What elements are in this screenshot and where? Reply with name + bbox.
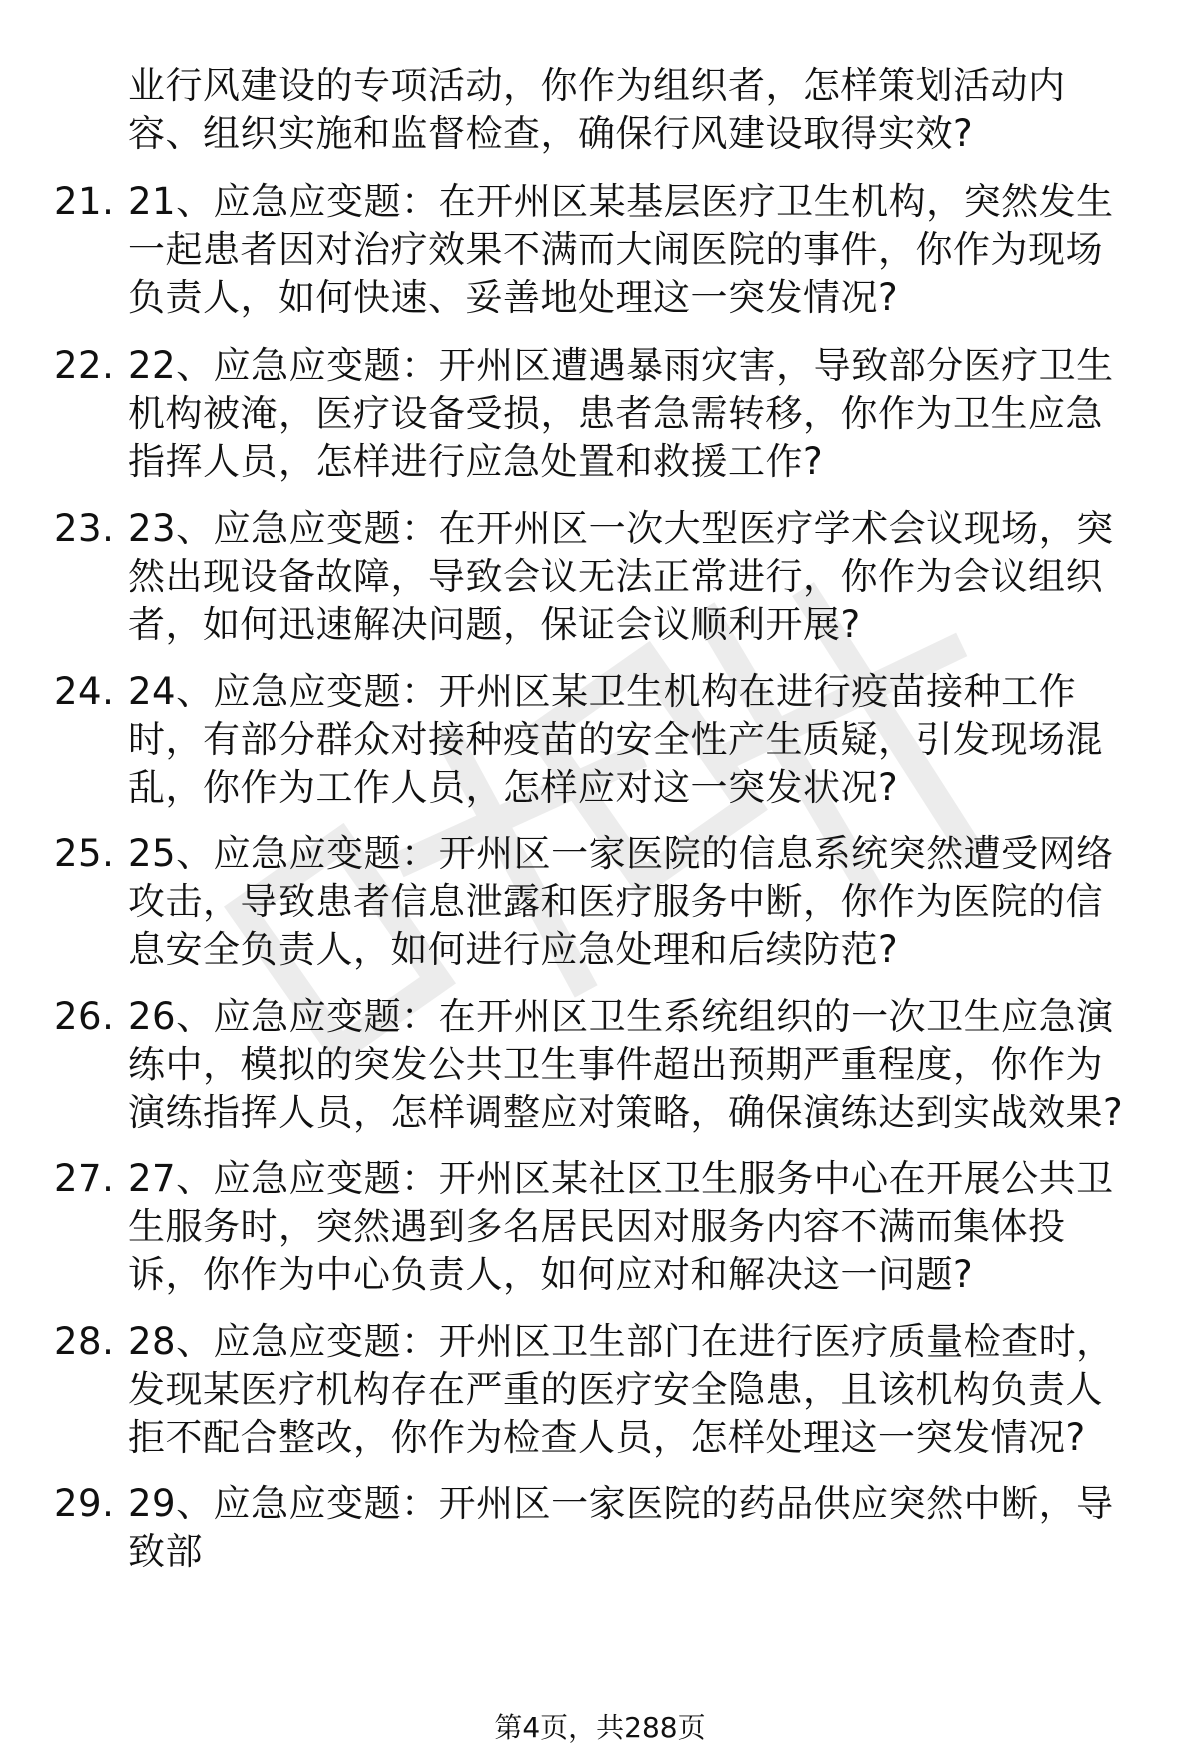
page-footer: 第4页，共288页 bbox=[494, 1711, 706, 1744]
list-item-22 bbox=[54, 342, 1144, 486]
item-text: 28、应急应变题：开州区卫生部门在进行医疗质量检查时，发现某医疗机构存在严重的医疗安全隐患，且该机构负责人拒不配合整改，你作为检查人员，怎样处理这一突发情况? bbox=[128, 1320, 1114, 1459]
item-number: 28. bbox=[54, 1320, 115, 1363]
list-item-25 bbox=[54, 830, 1144, 974]
item-text: 25、应急应变题：开州区一家医院的信息系统突然遭受网络攻击，导致患者信息泄露和医疗服务中断，你作为医院的信息安全负责人，如何进行应急处理和后续防范? bbox=[128, 832, 1114, 971]
item-text: 23、应急应变题：在开州区一次大型医疗学术会议现场，突然出现设备故障，导致会议无法正常进行，你作为会议组织者，如何迅速解决问题，保证会议顺利开展? bbox=[128, 507, 1114, 646]
item-number: 25. bbox=[54, 832, 115, 875]
list-item-23 bbox=[54, 505, 1144, 649]
item-number: 27. bbox=[54, 1157, 115, 1200]
item-text: 29、应急应变题：开州区一家医院的药品供应突然中断，导致部 bbox=[128, 1482, 1114, 1573]
list-item-24 bbox=[54, 668, 1144, 812]
item-number: 24. bbox=[54, 670, 115, 713]
item-number: 21. bbox=[54, 180, 115, 223]
item-number: 22. bbox=[54, 344, 115, 387]
item-number: 23. bbox=[54, 507, 115, 550]
item-text: 27、应急应变题：开州区某社区卫生服务中心在开展公共卫生服务时，突然遇到多名居民因对服务内容不满而集体投诉，你作为中心负责人，如何应对和解决这一问题? bbox=[128, 1157, 1114, 1296]
item-text: 21、应急应变题：在开州区某基层医疗卫生机构，突然发生一起患者因对治疗效果不满而大闹医院的事件，你作为现场负责人，如何快速、妥善地处理这一突发情况? bbox=[128, 180, 1114, 319]
list-item-21 bbox=[54, 178, 1144, 322]
item-text: 24、应急应变题：开州区某卫生机构在进行疫苗接种工作时，有部分群众对接种疫苗的安全性产生质疑，引发现场混乱，你作为工作人员，怎样应对这一突发状况? bbox=[128, 670, 1103, 809]
list-item-26 bbox=[54, 993, 1144, 1137]
list-item-27 bbox=[54, 1155, 1144, 1299]
item-text: 22、应急应变题：开州区遭遇暴雨灾害，导致部分医疗卫生机构被淹，医疗设备受损，患者急需转移，你作为卫生应急指挥人员，怎样进行应急处置和救援工作? bbox=[128, 344, 1114, 483]
item-text: 26、应急应变题：在开州区卫生系统组织的一次卫生应急演练中，模拟的突发公共卫生事件超出预期严重程度，你作为演练指挥人员，怎样调整应对策略，确保演练达到实战效果? bbox=[128, 995, 1124, 1134]
item-number: 29. bbox=[54, 1482, 115, 1525]
list-item-28 bbox=[54, 1318, 1144, 1462]
list-item-29 bbox=[54, 1480, 1144, 1573]
item-number: 26. bbox=[54, 995, 115, 1038]
intro-paragraph: 业行风建设的专项活动，你作为组织者，怎样策划活动内容、组织实施和监督检查，确保行风建设取得实效? bbox=[128, 64, 1066, 155]
